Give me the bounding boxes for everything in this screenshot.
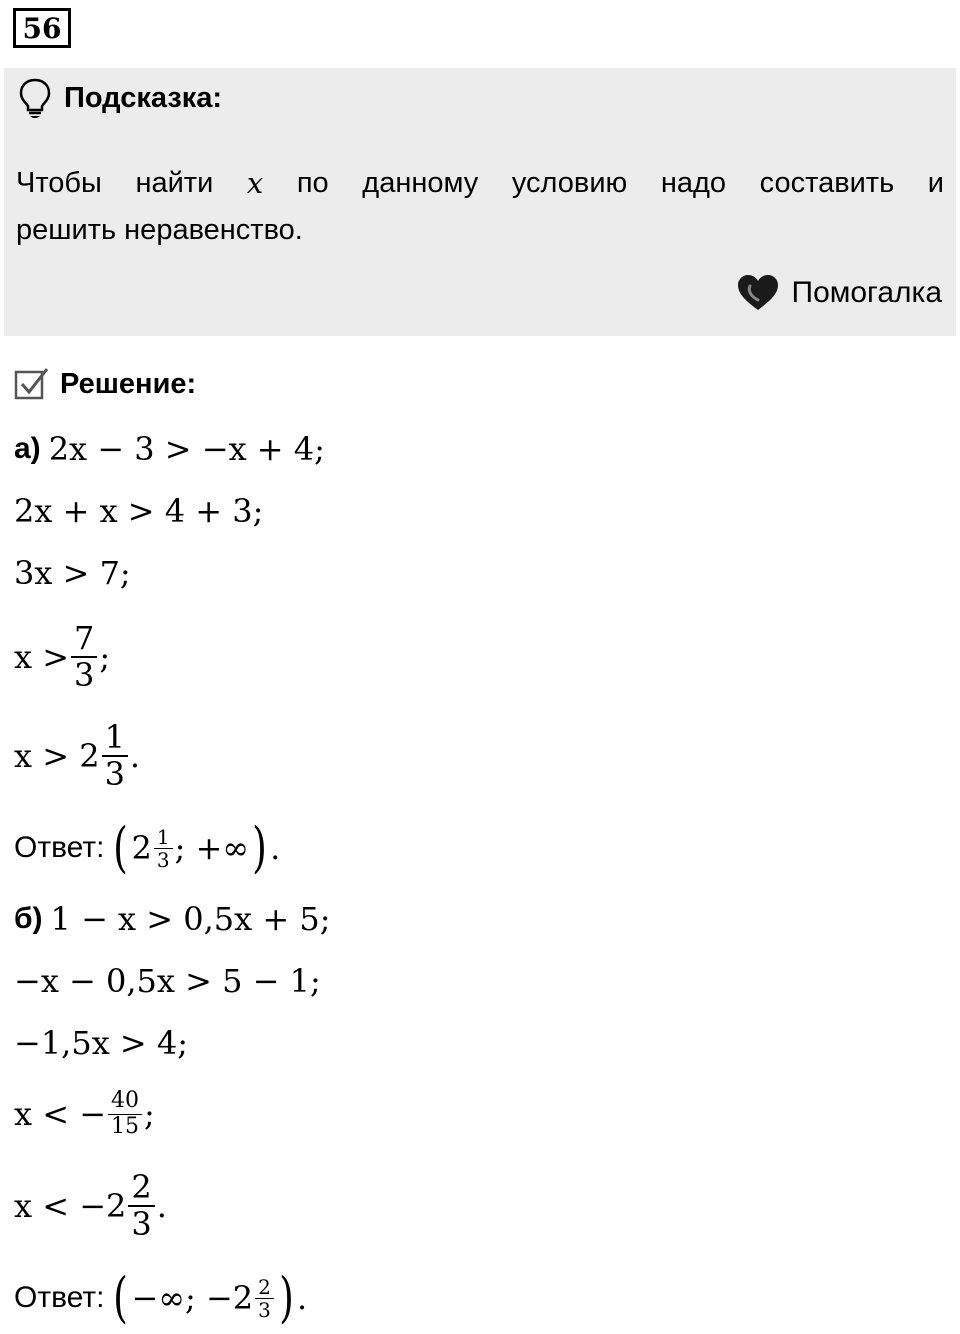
- equation-lhs: x < −: [14, 1095, 107, 1133]
- equation-tail: ;: [144, 1095, 155, 1133]
- fraction: [108, 1089, 142, 1138]
- answer-whole: 2: [131, 829, 152, 867]
- equation: 2x + x > 4 + 3;: [14, 492, 264, 530]
- equation-lhs: x >: [14, 638, 70, 676]
- equation-tail: .: [156, 1187, 167, 1225]
- answer-start: −∞; −2: [131, 1279, 254, 1317]
- fraction-denominator: 3: [74, 656, 95, 694]
- answer-label: Ответ:: [14, 831, 105, 864]
- equation: 2x − 3 > −x + 4;: [48, 430, 325, 468]
- equation: 3x > 7;: [14, 554, 131, 592]
- equation-tail: ;: [99, 638, 111, 676]
- fraction-denominator: 3: [131, 1205, 152, 1243]
- fraction: [128, 1167, 154, 1243]
- fraction: [102, 717, 128, 793]
- hint-word: Чтобы: [16, 167, 102, 199]
- fraction-numerator: 1: [154, 826, 173, 849]
- hint-word: данному: [362, 167, 479, 199]
- fraction: [154, 826, 173, 871]
- part-b-line-1: [14, 894, 330, 944]
- checkbox-checked-icon: [14, 366, 50, 402]
- equation: −1,5x > 4;: [14, 1024, 189, 1062]
- part-a-line-1: [14, 424, 325, 474]
- hint-word: по: [296, 167, 329, 199]
- answer-label: Ответ:: [14, 1281, 105, 1314]
- hint-title: Подсказка:: [64, 81, 223, 114]
- fraction-denominator: 15: [111, 1113, 140, 1139]
- task-number: 56: [13, 8, 71, 48]
- hint-text: [16, 160, 944, 254]
- hint-word: надо: [660, 167, 727, 199]
- brand-name: Помогалка: [791, 276, 942, 309]
- fraction-numerator: 7: [71, 621, 97, 658]
- equation-tail: .: [129, 737, 141, 775]
- fraction-denominator: 3: [156, 847, 170, 872]
- open-paren: (: [113, 1266, 129, 1329]
- hint-line-2: решить неравенство.: [16, 214, 303, 246]
- close-paren: ): [279, 1266, 294, 1329]
- part-b-line-5: [14, 1166, 167, 1246]
- hint-word: и: [927, 167, 944, 199]
- hint-word: найти: [135, 167, 214, 199]
- fraction-denominator: 3: [104, 755, 125, 793]
- hint-word: составить: [759, 167, 895, 199]
- part-a-line-4: [14, 618, 111, 694]
- equation: 1 − x > 0,5x + 5;: [50, 900, 331, 938]
- part-b-line-3: [14, 1018, 188, 1068]
- fraction-numerator: 2: [255, 1276, 274, 1299]
- lightbulb-icon: [18, 77, 52, 119]
- brand: [736, 274, 943, 312]
- part-a-label: а): [14, 432, 41, 465]
- part-a-line-2: [14, 486, 263, 536]
- part-a-answer: [14, 818, 280, 878]
- part-b-label: б): [14, 902, 43, 935]
- part-b-line-4: [14, 1082, 155, 1146]
- answer-rest: ; +∞: [174, 829, 250, 867]
- hint-line-1: [16, 160, 944, 207]
- fraction-denominator: 3: [258, 1297, 271, 1322]
- close-paren: ): [252, 816, 267, 879]
- answer-tail: .: [296, 1279, 308, 1317]
- fraction: [71, 618, 97, 694]
- equation: −x − 0,5x > 5 − 1;: [14, 962, 321, 1000]
- part-b-line-2: [14, 956, 321, 1006]
- open-paren: (: [113, 816, 129, 879]
- hint-variable: x: [246, 166, 264, 200]
- part-a-line-3: [14, 548, 131, 598]
- hint-header: [18, 78, 222, 118]
- part-a-line-5: [14, 718, 140, 794]
- fraction-numerator: 1: [102, 720, 128, 757]
- heart-icon: [736, 274, 780, 312]
- hint-word: условию: [511, 167, 628, 199]
- solution-header: [14, 362, 196, 406]
- answer-tail: .: [270, 829, 281, 867]
- fraction-numerator: 40: [108, 1089, 142, 1114]
- fraction: [255, 1276, 274, 1321]
- solution-title: Решение:: [60, 367, 197, 400]
- equation-lhs: x < −2: [14, 1187, 127, 1225]
- fraction-numerator: 2: [128, 1170, 154, 1207]
- part-b-answer: [14, 1268, 307, 1328]
- equation-lhs: x > 2: [14, 737, 100, 775]
- hint-panel: [4, 68, 956, 336]
